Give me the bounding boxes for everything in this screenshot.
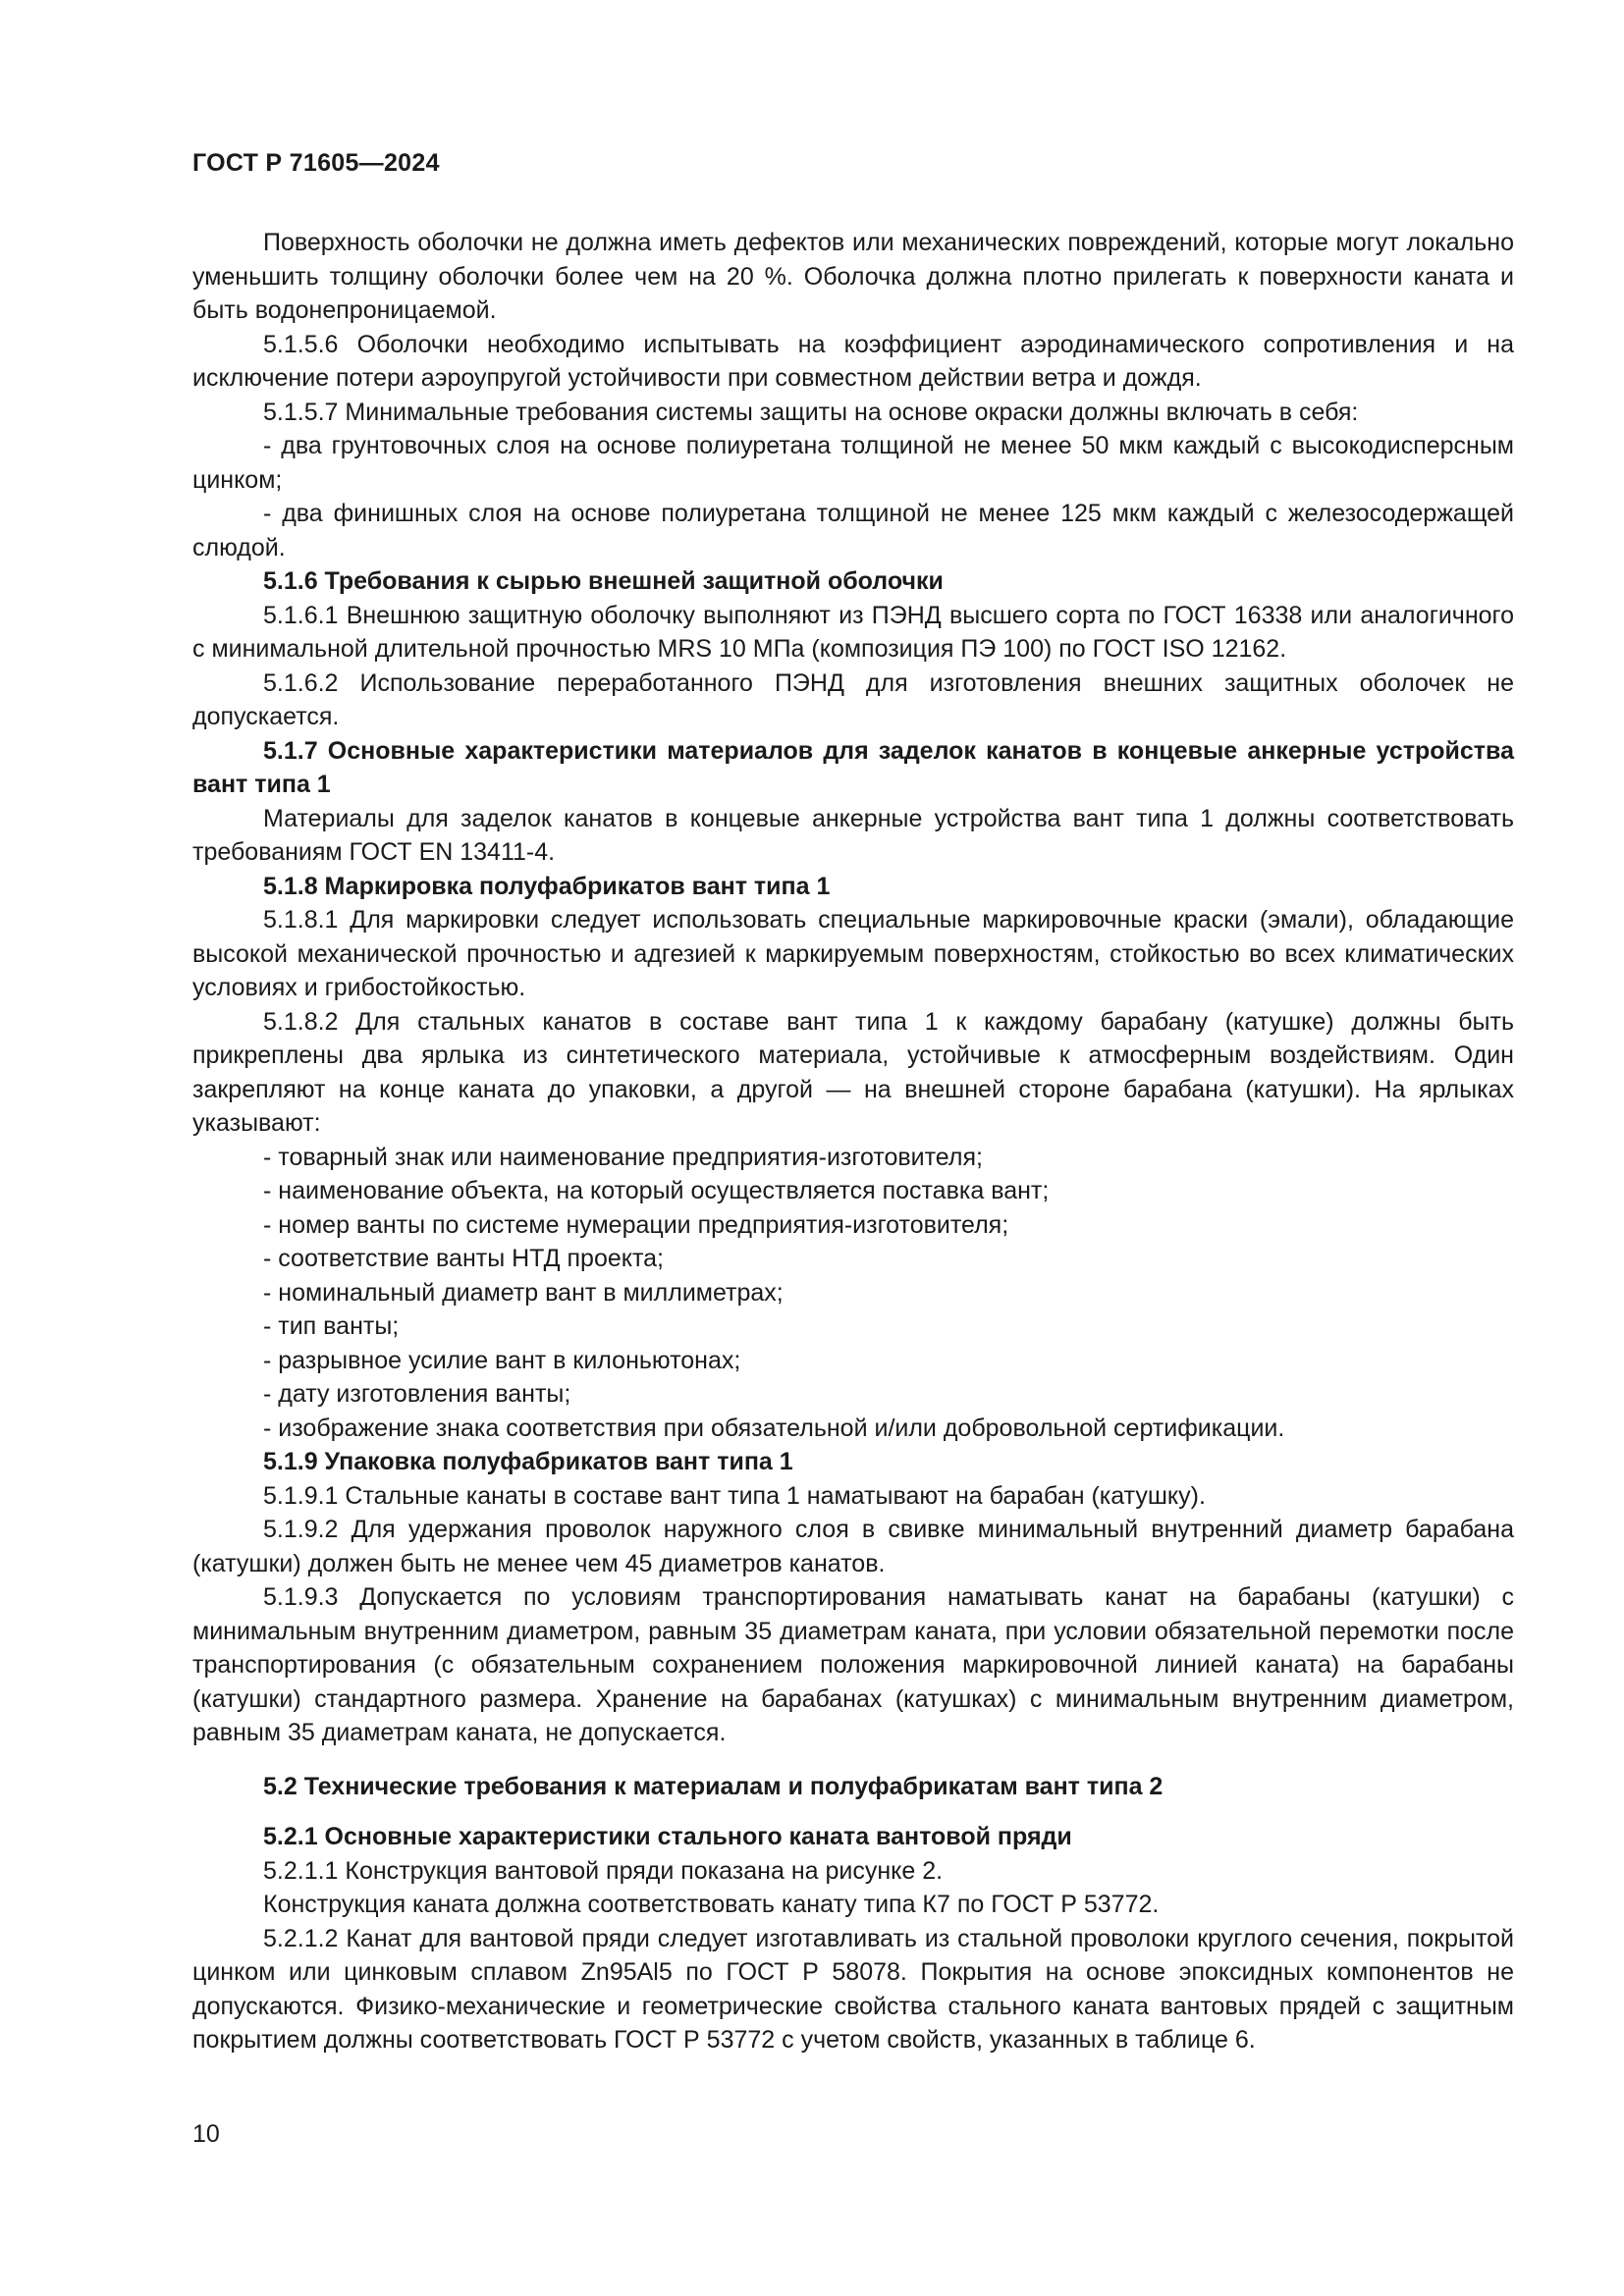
list-item: - тип ванты; (263, 1312, 400, 1340)
paragraph: 5.2.1.1 Конструкция вантовой пряди показана на рисунке 2. (263, 1856, 944, 1885)
paragraph: 5.1.8.1 Для маркировки следует использовать специальные маркировочные краски (эмали), обладающие высокой механической прочностью и адгезией к маркируемым поверхностям, стойкостью во всех климатических условиях и грибостойкостью. (192, 906, 1514, 1001)
list-item: - соответствие ванты НТД проекта; (263, 1245, 664, 1272)
paragraph: 5.1.9.1 Стальные канаты в составе вант типа 1 наматывают на барабан (катушку). (263, 1481, 1206, 1510)
subsection-heading: 5.1.8 Маркировка полуфабрикатов вант типа 1 (263, 872, 831, 900)
subsection-heading: 5.1.6 Требования к сырью внешней защитной оболочки (263, 567, 944, 595)
document-header: ГОСТ Р 71605—2024 (192, 149, 440, 177)
paragraph: Материалы для заделок канатов в концевые анкерные устройства вант типа 1 должны соответствовать требованиям ГОСТ EN 13411-4. (192, 804, 1514, 866)
paragraph: 5.2.1.2 Канат для вантовой пряди следует изготавливать из стальной проволоки круглого сечения, покрытой цинком или цинковым сплавом Zn95Al5 по ГОСТ Р 58078. Покрытия на основе эпоксидных компонентов не допускаются. Физико-механические и геометрические свойства стального каната вантовых прядей с защитным покрытием должны соответствовать ГОСТ Р 53772 с учетом свойств, указанных в таблице 6. (192, 1924, 1514, 2054)
paragraph: 5.1.9.3 Допускается по условиям транспортирования наматывать канат на барабаны (катушки) с минимальным внутренним диаметром, равным 35 диаметрам каната, при условии обязательной перемотки после транспортирования (с обязательным сохранением положения маркировочной линией каната) на барабаны (катушки) стандартного размера. Хранение на барабанах (катушках) с минимальным внутренним диаметром, равным 35 диаметрам каната, не допускается. (192, 1583, 1514, 1746)
paragraph: Поверхность оболочки не должна иметь дефектов или механических повреждений, которые могут локально уменьшить толщину оболочки более чем на 20 %. Оболочка должна плотно прилегать к поверхности каната и быть водонепроницаемой. (192, 229, 1514, 324)
paragraph: 5.1.6.1 Внешнюю защитную оболочку выполняют из ПЭНД высшего сорта по ГОСТ 16338 или аналогичного с минимальной длительной прочностью MRS 10 МПа (композиция ПЭ 100) по ГОСТ ISO 12162. (192, 601, 1514, 663)
paragraph: - два финишных слоя на основе полиуретана толщиной не менее 125 мкм каждый с железосодержащей слюдой. (192, 500, 1514, 561)
subsection-heading: 5.2.1 Основные характеристики стального каната вантовой пряди (263, 1823, 1072, 1850)
subsection-heading: 5.1.7 Основные характеристики материалов для заделок канатов в концевые анкерные устройства вант типа 1 (192, 736, 1514, 798)
paragraph: 5.1.5.7 Минимальные требования системы защиты на основе окраски должны включать в себя: (263, 398, 1359, 426)
section-heading: 5.2 Технические требования к материалам и полуфабрикатам вант типа 2 (263, 1772, 1164, 1800)
paragraph: 5.1.6.2 Использование переработанного ПЭНД для изготовления внешних защитных оболочек не допускается. (192, 668, 1514, 730)
document-body (192, 226, 1514, 2057)
paragraph: 5.1.9.2 Для удержания проволок наружного слоя в свивке минимальный внутренний диаметр барабана (катушки) должен быть не менее чем 45 диаметров канатов. (192, 1516, 1514, 1577)
subsection-heading: 5.1.9 Упаковка полуфабрикатов вант типа 1 (263, 1448, 793, 1475)
paragraph: 5.1.8.2 Для стальных канатов в составе вант типа 1 к каждому барабану (катушке) должны быть прикреплены два ярлыка из синтетического материала, устойчивые к атмосферным воздействиям. Один закрепляют на конце каната до упаковки, а другой — на внешней стороне барабана (катушки). На ярлыках указывают: (192, 1007, 1514, 1137)
page-number: 10 (192, 2120, 220, 2148)
paragraph: - два грунтовочных слоя на основе полиуретана толщиной не менее 50 мкм каждый с высокодисперсным цинком; (192, 432, 1514, 494)
list-item: - товарный знак или наименование предприятия-изготовителя; (263, 1143, 983, 1171)
list-item: - дату изготовления ванты; (263, 1380, 571, 1408)
list-item: - наименование объекта, на который осуществляется поставка вант; (263, 1177, 1050, 1204)
list-item: - номер ванты по системе нумерации предприятия-изготовителя; (263, 1210, 1009, 1239)
list-item: - разрывное усилие вант в килоньютонах; (263, 1346, 741, 1374)
list-item: - номинальный диаметр вант в миллиметрах; (263, 1278, 784, 1307)
list-item: - изображение знака соответствия при обязательной и/или добровольной сертификации. (263, 1414, 1285, 1442)
paragraph: Конструкция каната должна соответствовать канату типа К7 по ГОСТ Р 53772. (263, 1891, 1160, 1918)
paragraph: 5.1.5.6 Оболочки необходимо испытывать на коэффициент аэродинамического сопротивления и на исключение потери аэроупругой устойчивости при совместном действии ветра и дождя. (192, 330, 1514, 392)
